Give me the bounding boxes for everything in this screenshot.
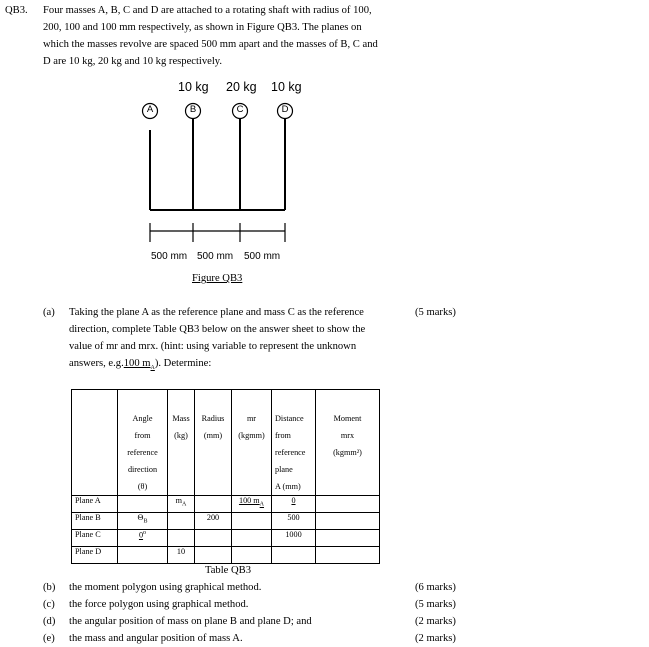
part-b-marks: (6 marks): [415, 582, 456, 593]
parts-text: [69, 579, 312, 647]
spacing-label-cd: 500 mm: [244, 251, 281, 262]
spacing-label-ab: 500 mm: [151, 251, 188, 262]
example-value: 100 m: [123, 358, 151, 369]
parts-marks: [415, 579, 456, 647]
question-text: [43, 2, 378, 70]
header-radius: Radius (mm): [195, 390, 232, 496]
figure-qb3: [130, 78, 310, 278]
table-row: Plane C 0$^o$ 1000: [72, 530, 380, 547]
part-d-text: the angular position of mass on plane B and plane D; and: [69, 616, 312, 627]
table-row: Plane A $m_A$ 100 $m_A$ 0: [72, 496, 380, 513]
part-d-marks: (2 marks): [415, 616, 456, 627]
part-c-label: (c): [43, 599, 55, 610]
example-sub: A: [150, 365, 155, 372]
part-a-line: direction, complete Table QB3 below on the answer sheet to show the: [69, 324, 366, 335]
parts-labels: [43, 579, 55, 647]
part-a-line: value of mr and mrx. (hint: using variable to represent the unknown: [69, 341, 357, 352]
header-moment: Moment mrx (kgmm²): [316, 390, 380, 496]
part-a-line-last: [69, 355, 399, 377]
part-c-text: the force polygon using graphical method.: [69, 599, 249, 610]
part-b-text: the moment polygon using graphical method.: [69, 582, 262, 593]
table-row: Plane B $\Theta_B$ 200 500: [72, 513, 380, 530]
part-b-label: (b): [43, 582, 56, 593]
question-line: which the masses revolve are spaced 500 mm apart and the masses of B, C and: [43, 39, 378, 50]
part-e-label: (e): [43, 633, 55, 644]
circle-label-a: A: [146, 103, 154, 115]
part-a-suffix: ). Determine:: [154, 358, 212, 369]
part-e-text: the mass and angular position of mass A.: [69, 633, 243, 644]
table-row: Plane D 10: [72, 547, 380, 564]
part-a-line: Taking the plane A as the reference plane and mass C as the reference: [69, 307, 364, 318]
table-caption: Table QB3: [205, 565, 252, 576]
part-e-marks: (2 marks): [415, 633, 456, 644]
spacing-label-bc: 500 mm: [197, 251, 234, 262]
question-line: Four masses A, B, C and D are attached to a rotating shaft with radius of 100,: [43, 5, 372, 16]
part-a-line: answers, e.g.: [69, 358, 124, 369]
circle-label-d: D: [281, 103, 289, 115]
mass-label-c: 20 kg: [226, 80, 257, 94]
header-distance: Distance from reference plane A (mm): [272, 390, 316, 496]
circle-label-b: B: [189, 103, 197, 115]
mass-label-b: 10 kg: [178, 80, 209, 94]
question-line: D are 10 kg, 20 kg and 10 kg respectively.: [43, 56, 223, 67]
figure-caption: Figure QB3: [192, 273, 243, 284]
table-qb3: [71, 389, 380, 564]
table-header-row: [72, 390, 380, 496]
question-line: 200, 100 and 100 mm respectively, as shown in Figure QB3. The planes on: [43, 22, 362, 33]
part-d-label: (d): [43, 616, 56, 627]
circle-label-c: C: [236, 103, 244, 115]
header-mass: Mass (kg): [168, 390, 195, 496]
header-mr: mr (kgmm): [232, 390, 272, 496]
header-angle: Angle from reference direction (θ): [118, 390, 168, 496]
question-number: QB3.: [5, 5, 28, 16]
part-a-marks: (5 marks): [415, 307, 456, 318]
part-c-marks: (5 marks): [415, 599, 456, 610]
part-a-text: [69, 304, 399, 377]
header-blank: [72, 390, 118, 496]
mass-label-d: 10 kg: [271, 80, 302, 94]
part-a-label: (a): [43, 307, 55, 318]
